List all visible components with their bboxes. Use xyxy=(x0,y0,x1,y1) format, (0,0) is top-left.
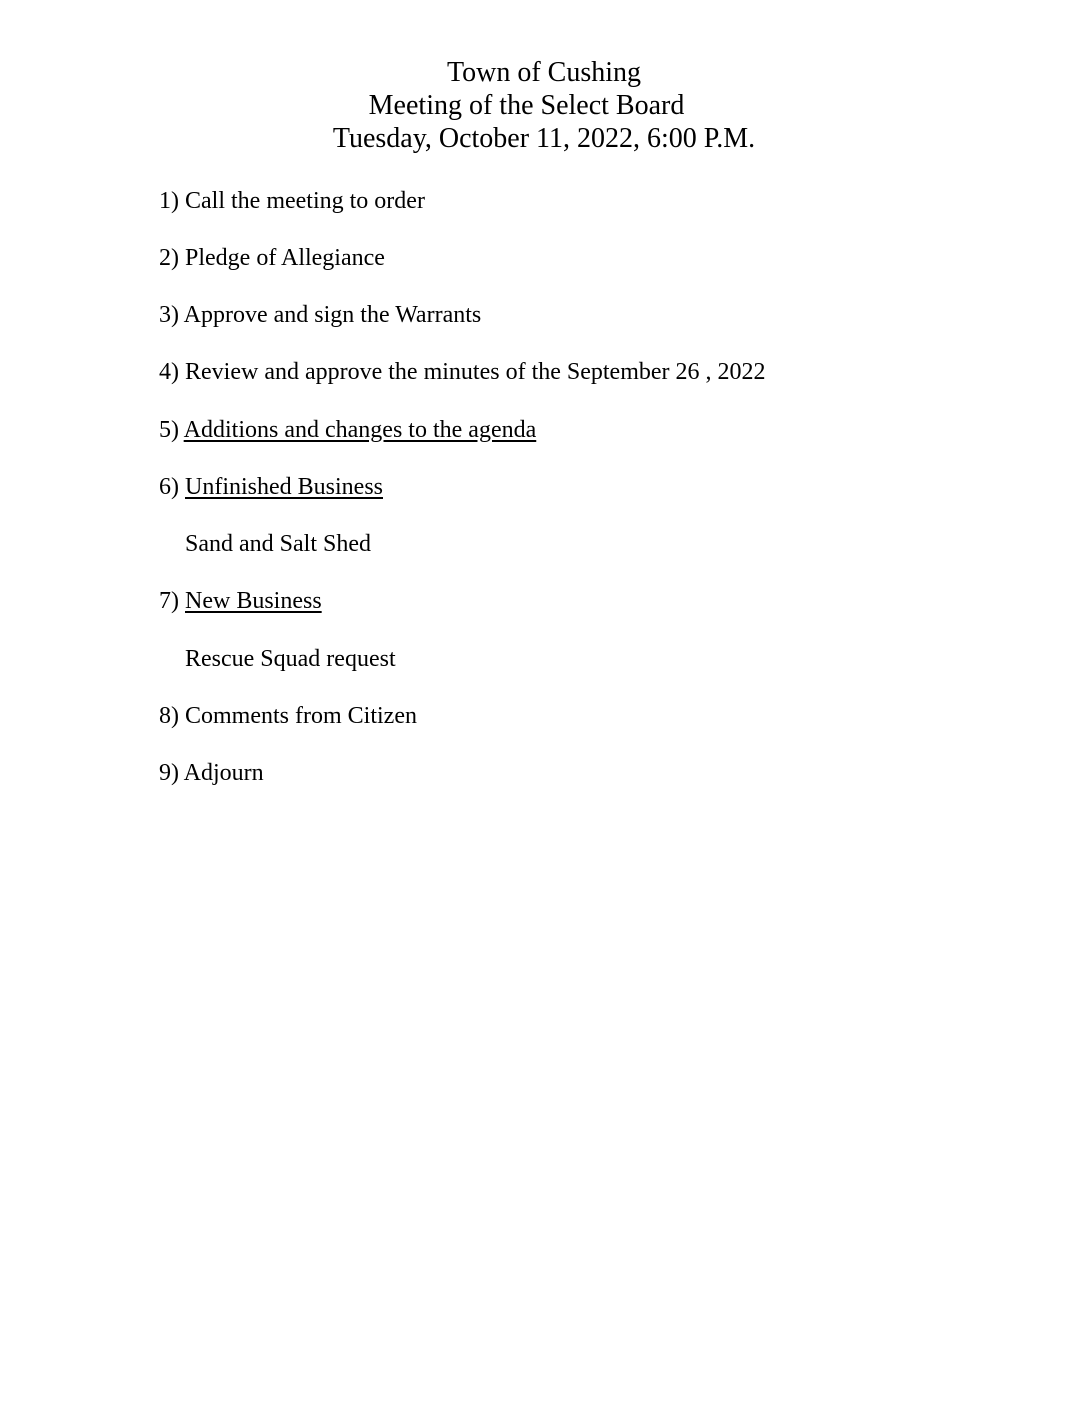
agenda-item-6 xyxy=(159,472,383,502)
agenda-item-text: Call the meeting to order xyxy=(185,188,425,214)
agenda-item-number: 3) xyxy=(159,302,184,328)
agenda-item-text: Comments from Citizen xyxy=(185,703,417,729)
agenda-item-number: 6) xyxy=(159,474,185,500)
agenda-item-text: Review and approve the minutes of the September 26 , 2022 xyxy=(185,359,766,385)
agenda-item-1 xyxy=(159,186,425,216)
header-meeting-date: Tuesday, October 11, 2022, 6:00 P.M. xyxy=(332,123,756,154)
agenda-item-text: Adjourn xyxy=(183,760,264,786)
agenda-item-text: Unfinished Business xyxy=(185,474,383,500)
agenda-item-number: 8) xyxy=(159,703,185,729)
agenda-item-3 xyxy=(159,300,481,330)
agenda-item-number: 1) xyxy=(159,188,185,214)
agenda-subitem-sand-salt-shed: Sand and Salt Shed xyxy=(185,531,371,557)
agenda-item-2 xyxy=(159,243,385,273)
agenda-item-number: 7) xyxy=(159,588,185,614)
agenda-item-5 xyxy=(159,415,536,445)
agenda-item-text: New Business xyxy=(185,588,322,614)
agenda-item-9 xyxy=(159,758,264,788)
agenda-item-text: Additions and changes to the agenda xyxy=(183,417,537,443)
agenda-item-number: 5) xyxy=(159,417,184,443)
header-town-name: Town of Cushing xyxy=(446,57,642,88)
document-header xyxy=(0,56,1088,155)
agenda-item-text: Approve and sign the Warrants xyxy=(183,302,482,328)
agenda-item-number: 4) xyxy=(159,359,185,385)
agenda-item-4 xyxy=(159,357,766,387)
header-meeting-title: Meeting of the Select Board xyxy=(368,90,685,121)
agenda-item-8 xyxy=(159,701,417,731)
agenda-item-number: 2) xyxy=(159,245,185,271)
agenda-item-7 xyxy=(159,586,322,616)
agenda-item-text: Pledge of Allegiance xyxy=(185,245,385,271)
agenda-subitem-rescue-squad: Rescue Squad request xyxy=(185,646,396,672)
agenda-item-number: 9) xyxy=(159,760,184,786)
